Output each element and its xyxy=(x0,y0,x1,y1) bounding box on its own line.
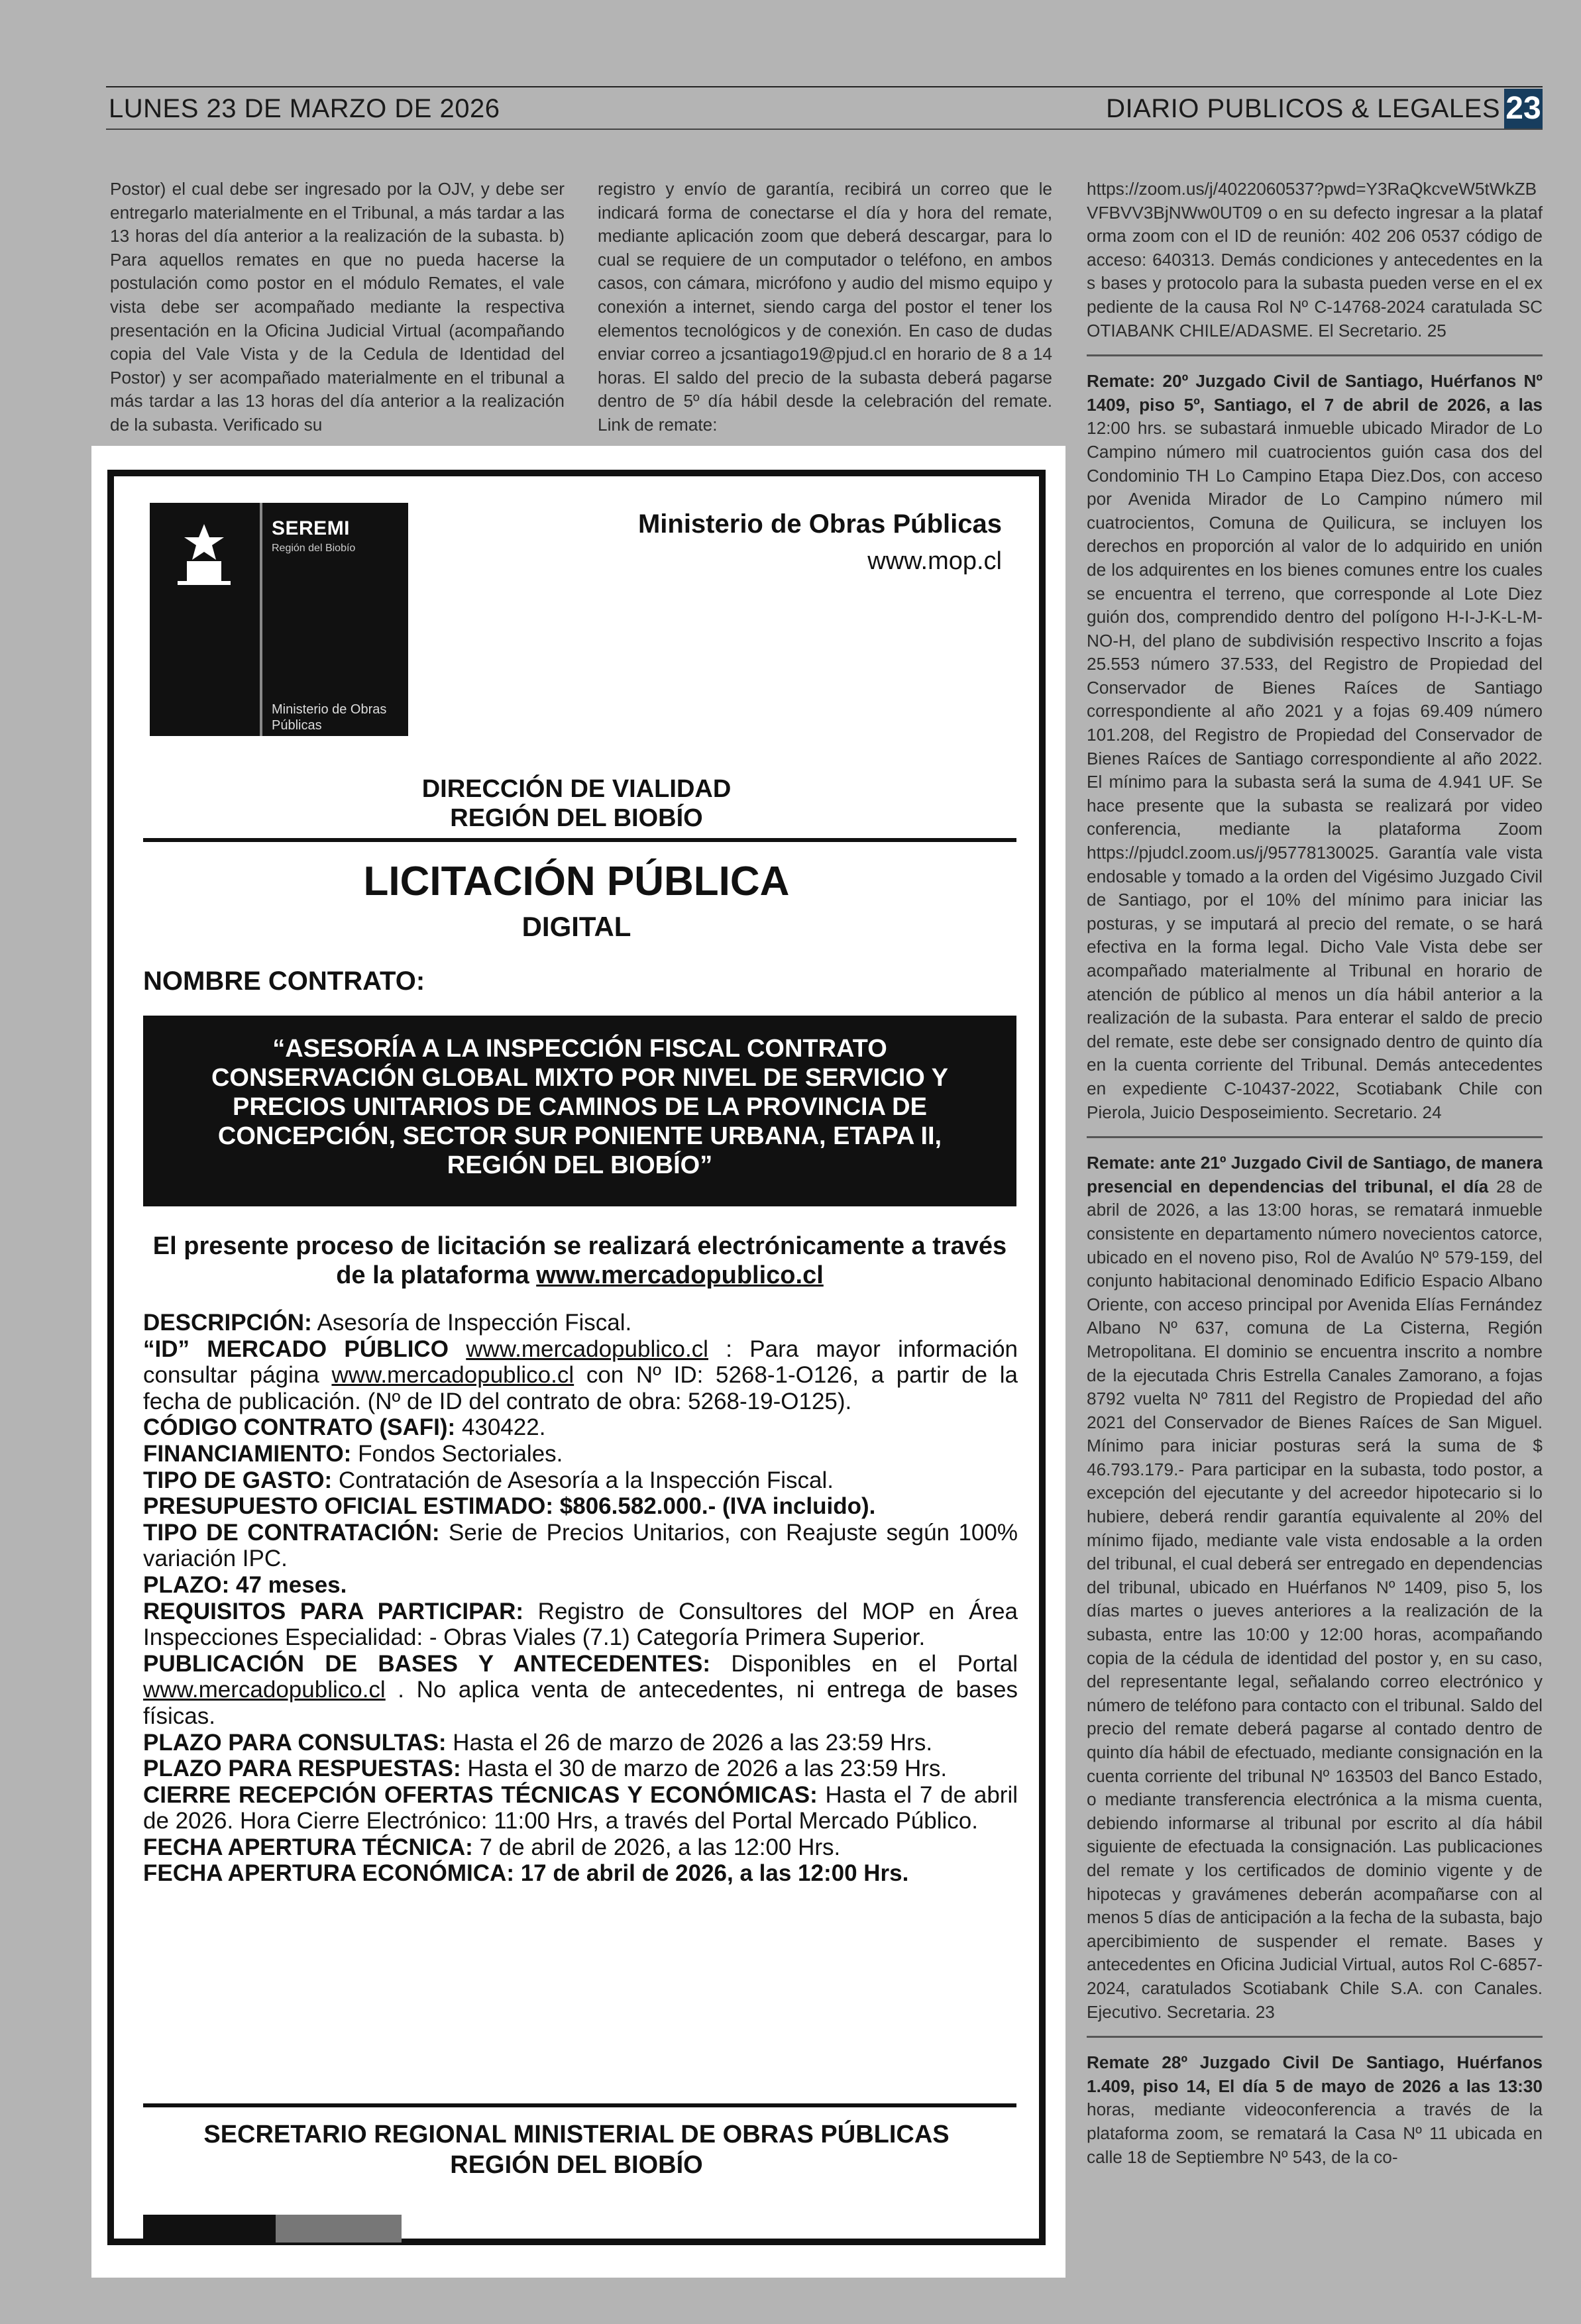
notice-remate-28-body: horas, mediante videoconferencia a través de la plataforma zoom, se rematará la Casa Nº 11 ubicada en calle 18 de Septiembre Nº 543, de la co- xyxy=(1087,2099,1543,2167)
logo-seremi: SEREMI xyxy=(272,517,351,539)
detail-label: PLAZO PARA CONSULTAS: xyxy=(143,1729,447,1756)
detail-value: Hasta el 7 de abril de 2026. Hora Cierre Electrónico: 11:00 Hrs, a través del Portal Mercado Público. xyxy=(143,1781,1018,1834)
notice-remate-20 xyxy=(1087,370,1543,1124)
coat-of-arms-icon xyxy=(164,519,244,592)
column-1 xyxy=(110,178,565,447)
contract-label: NOMBRE CONTRATO: xyxy=(143,967,425,996)
detail-label: FECHA APERTURA ECONÓMICA: xyxy=(143,1860,514,1887)
notice-remate-20-heading: Remate: 20º Juzgado Civil de Santiago, Huérfanos Nº 1409, piso 5º, Santiago, el 7 de abril de 2026, a las xyxy=(1087,371,1543,415)
tender-title: LICITACIÓN PÚBLICA xyxy=(363,859,790,904)
detail-value: Contratación de Asesoría a la Inspección Fiscal. xyxy=(332,1467,834,1493)
tender-subtitle: DIGITAL xyxy=(521,911,631,942)
detail-value: Serie de Precios Unitarios, con Reajuste según 100% variación IPC. xyxy=(143,1519,1018,1572)
detail-label: “ID” MERCADO PÚBLICO xyxy=(143,1336,466,1362)
notice-remate-28-heading: Remate 28º Juzgado Civil De Santiago, Huérfanos 1.409, piso 14, El día 5 de mayo de 2026 a las 13:30 xyxy=(1087,2052,1543,2096)
detail-value: con Nº ID: 5268-1-O126, a partir de la fecha de publicación. (Nº de ID del contrato de obra: 5268-19-O125). xyxy=(143,1362,1018,1414)
page-number: 23 xyxy=(1504,89,1543,129)
ad-rule xyxy=(143,838,1016,842)
process-link[interactable]: www.mercadopublico.cl xyxy=(536,1261,824,1289)
detail-value: Fondos Sectoriales. xyxy=(351,1440,563,1467)
detail-technical-opening xyxy=(143,1834,1018,1861)
column-2 xyxy=(598,178,1052,447)
column-1-text: Postor) el cual debe ser ingresado por la OJV, y debe ser entregarlo materialmente en el Tribunal, a más tardar a las 13 horas del día anterior a la realización de la subasta. b) Para aquellos remates en que no pueda hacerse la postulación como postor en el módulo Remates, el vale vista debe ser acompañado mediante la respectiva presentación en la Oficina Judicial Virtual (acompañando copia del Vale Vista y de la Cedula de Identidad del Postor) y ser acompañado materialmente en el tribunal a más tardar a las 13 horas del día anterior a la realización de la subasta. Verificado su xyxy=(110,179,565,435)
detail-label: TIPO DE CONTRATACIÓN: xyxy=(143,1519,440,1546)
seremi-logo xyxy=(150,503,408,736)
logo-ministry: Ministerio de Obras Públicas xyxy=(272,702,387,733)
detail-requirements xyxy=(143,1599,1018,1651)
detail-expense-type xyxy=(143,1467,1018,1494)
footer-line-1: SECRETARIO REGIONAL MINISTERIAL DE OBRAS PÚBLICAS xyxy=(203,2121,950,2148)
detail-value: Hasta el 26 de marzo de 2026 a las 23:59 Hrs. xyxy=(446,1729,933,1756)
direccion-line-2: REGIÓN DEL BIOBÍO xyxy=(450,804,703,832)
detail-label: CÓDIGO CONTRATO (SAFI): xyxy=(143,1414,456,1441)
detail-value: $806.582.000.- (IVA incluido). xyxy=(553,1493,876,1520)
mercadopublico-link[interactable]: www.mercadopublico.cl xyxy=(331,1362,574,1389)
detail-economic-opening xyxy=(143,1860,1018,1887)
detail-financing xyxy=(143,1441,1018,1467)
detail-value: Asesoría de Inspección Fiscal. xyxy=(311,1310,632,1336)
detail-label: PRESUPUESTO OFICIAL ESTIMADO: xyxy=(143,1493,554,1520)
mercadopublico-link[interactable]: www.mercadopublico.cl xyxy=(466,1336,708,1362)
logo-divider xyxy=(260,503,262,736)
notice-divider xyxy=(1087,1136,1543,1138)
ministry-name: Ministerio de Obras Públicas xyxy=(637,509,1002,539)
detail-questions-deadline xyxy=(143,1730,1018,1756)
detail-value: Disponibles en el Portal xyxy=(710,1650,1018,1677)
ministry-website: www.mop.cl xyxy=(867,547,1002,575)
detail-offers-closing xyxy=(143,1782,1018,1834)
notice-divider xyxy=(1087,2036,1543,2038)
detail-contract-type xyxy=(143,1520,1018,1572)
process-text: El presente proceso de licitación se realizará electrónicamente a través de la plataforma xyxy=(152,1232,1007,1289)
detail-label: PLAZO: xyxy=(143,1571,230,1598)
notice-remate-28 xyxy=(1087,2051,1543,2169)
detail-value: 47 meses. xyxy=(229,1571,347,1598)
detail-value: Registro de Consultores del MOP en Área Inspecciones Especialidad: - Obras Viales (7.1) Categoría Primera Superior. xyxy=(143,1598,1018,1651)
mercadopublico-link[interactable]: www.mercadopublico.cl xyxy=(143,1677,386,1703)
direccion-heading xyxy=(114,774,1039,833)
footer-bar-accent xyxy=(276,2215,402,2243)
column-3 xyxy=(1087,178,1543,2178)
notice-divider xyxy=(1087,354,1543,356)
detail-budget xyxy=(143,1493,1018,1520)
logo-region: Región del Biobío xyxy=(272,543,356,554)
notice-remate-21-heading: Remate: ante 21º Juzgado Civil de Santiago, de manera presencial en dependencias del tribunal, el día xyxy=(1087,1153,1543,1196)
detail-id xyxy=(143,1336,1018,1415)
column-2-text: registro y envío de garantía, recibirá un correo que le indicará forma de conectarse el día y hora del remate, mediante aplicación zoom que deberá descargar, para lo cual se requiere de un computador o teléfono, en ambos casos, con cámara, micrófono y audio del mismo equipo y conexión a internet, siendo carga del postor el tener los elementos tecnológicos y de conexión. En caso de dudas enviar correo a jcsantiago19@pjud.cl en horario de 8 a 14 horas. El saldo del precio de la subasta deberá pagarse dentro de 5º día hábil desde la celebración del remate. Link de remate: xyxy=(598,179,1052,435)
detail-label: REQUISITOS PARA PARTICIPAR: xyxy=(143,1598,524,1624)
detail-label: TIPO DE GASTO: xyxy=(143,1467,333,1493)
detail-value: 430422. xyxy=(455,1414,546,1441)
contract-name: “ASESORÍA A LA INSPECCIÓN FISCAL CONTRATO CONSERVACIÓN GLOBAL MIXTO POR NIVEL DE SERVICIO Y PRECIOS UNITARIOS DE CAMINOS DE LA PROVINCIA DE CONCEPCIÓN, SECTOR SUR PONIENTE URBANA, ETAPA II, REGIÓN DEL BIOBÍO” xyxy=(211,1035,949,1179)
detail-term xyxy=(143,1572,1018,1599)
ministry-heading xyxy=(638,509,1002,576)
notice-remate-21 xyxy=(1087,1151,1543,2024)
issue-date: LUNES 23 DE MARZO DE 2026 xyxy=(109,94,500,123)
detail-label: FINANCIAMIENTO: xyxy=(143,1440,352,1467)
detail-label: PUBLICACIÓN DE BASES Y ANTECEDENTES: xyxy=(143,1650,711,1677)
detail-label: FECHA APERTURA TÉCNICA: xyxy=(143,1834,473,1860)
detail-value: . No aplica venta de antecedentes, ni entrega de bases físicas. xyxy=(143,1677,1018,1729)
detail-code xyxy=(143,1414,1018,1441)
detail-value: : Para mayor información consultar página xyxy=(143,1336,1018,1389)
ad-rule xyxy=(143,2103,1016,2107)
detail-value: Hasta el 30 de marzo de 2026 a las 23:59 Hrs. xyxy=(461,1756,948,1782)
notice-remate-21-body: 28 de abril de 2026, a las 13:00 horas, se rematará inmueble consistente en departamento número novecientos catorce, ubicado en el noveno piso, Rol de Avalúo Nº 579-159, del conjunto habitacional denominado Edificio Espacio Albano Oriente, con acceso principal por Avenida Elías Fernández Albano Nº 637, comuna de La Cisterna, Región Metropolitana. El dominio se encuentra inscrito a nombre de la ejecutada Chris Estrella Canales Zamorano, a fojas 8792 vuelta Nº 7811 del Registro de Propiedad del año 2021 del Conservador de Bienes Raíces de San Miguel. Mínimo para iniciar posturas será la suma de $ 46.793.179.- Para participar en la subasta, todo postor, a excepción del ejecutante y del acreedor hipotecario si lo hubiere, deberá rendir garantía equivalente al 20% del mínimo fijado, mediante vale vista endosable a la orden del tribunal, el cual deberá ser entregado en dependencias del tribunal, ubicado en Huérfanos Nº 1409, piso 5, los días martes o jueves anteriores a la realización de la subasta, entre las 10:00 y 12:00 horas, acompañando copia de la cédula de identidad del postor y, en su caso, del representante legal, señalando correo electrónico y número de teléfono para contacto con el tribunal. Saldo del precio del remate deberá pagarse al contado dentro de quinto día hábil de efectuado, mediante consignación en la cuenta corriente del tribunal Nº 163503 del Banco Estado, o mediante transferencia electrónica a la misma cuenta, debiendo informarse al tribunal por escrito al día hábil siguiente de efectuada la consignación. Las publicaciones del remate y los certificados de dominio vigente y de hipotecas y gravámenes deberán acompañarse con al menos 5 días de anticipación a la fecha de la subasta, bajo apercibimiento de suspender el remate. Bases y antecedentes en Oficina Judicial Virtual, autos Rol C-6857-2024, caratulados Scotiabank Chile S.A. con Canales. Ejecutivo. Secretaria. 23 xyxy=(1087,1176,1543,2022)
direccion-line-1: DIRECCIÓN DE VIALIDAD xyxy=(421,775,732,803)
footer-line-2: REGIÓN DEL BIOBÍO xyxy=(450,2151,703,2179)
detail-bases xyxy=(143,1651,1018,1730)
notice-remate-20-body: 12:00 hrs. se subastará inmueble ubicado Mirador de Lo Campino número mil cuatrocientos guión casa dos del Condominio TH Lo Campino Etapa Diez.Dos, con acceso por Avenida Mirador de Lo Campino número mil cuatrocientos, Comuna de Quilicura, se incluyen los derechos en proporción al valor de lo adquirido en unión de los adquirentes en los bienes comunes entre los cuales se encuentra el terreno, que corresponde al Lote Diez guión dos, comprendido dentro del polígono H-I-J-K-L-M-NO-H, del plano de subdivisión respectivo Inscrito a fojas 25.553 número 37.533, del Registro de Propiedad del Conservador de Bienes Raíces de Santiago correspondiente al año 2021 y a fojas 69.409 número 101.208, del Registro de Propiedad del Conservador de Bienes Raíces de Santiago correspondiente al año 2022. El mínimo para la subasta será la suma de 4.941 UF. Se hace presente que la subasta se realizará por video conferencia, mediante la plataforma Zoom https://pjudcl.zoom.us/j/95778130025. Garantía vale vista endosable y tomado a la orden del Vigésimo Juzgado Civil de Santiago, por el 10% del mínimo para iniciar las posturas, y se imputará al precio del remate, o se hará efectiva en la forma legal. Dicho Vale Vista debe ser acompañado materialmente al Tribunal en horario de atención de público al menos un día hábil anterior a la realización de la subasta. Para enterar el saldo de precio del remate, este debe ser consignado dentro de quinto día en la cuenta corriente del Tribunal. Demás antecedentes en expediente C-10437-2022, Scotiabank Chile con Pierola, Juicio Desposeimiento. Secretario. 24 xyxy=(1087,418,1543,1122)
ad-frame xyxy=(107,470,1046,2245)
detail-description xyxy=(143,1310,1018,1336)
newspaper-name: DIARIO PUBLICOS & LEGALES xyxy=(1106,94,1500,123)
notice-continuation: https://zoom.us/j/4022060537?pwd=Y3RaQkcveW5tWkZBVFBVV3BjNWw0UT09 o en su defecto ingresar a la plataforma zoom con el ID de reunión: 402 206 0537 código de acceso: 640313. Demás condiciones y antecedentes en las bases y protocolo para la subasta pueden verse en el expediente de la causa Rol Nº C-14768-2024 caratulada SCOTIABANK CHILE/ADASME. El Secretario. 25 xyxy=(1087,179,1543,341)
page-header xyxy=(106,86,1543,130)
contract-name-box xyxy=(143,1016,1016,1206)
detail-value: 7 de abril de 2026, a las 12:00 Hrs. xyxy=(472,1834,841,1860)
tender-advertisement xyxy=(91,446,1065,2278)
detail-label: CIERRE RECEPCIÓN OFERTAS TÉCNICAS Y ECONÓMICAS: xyxy=(143,1781,818,1808)
detail-value: 17 de abril de 2026, a las 12:00 Hrs. xyxy=(514,1860,909,1887)
detail-label: PLAZO PARA RESPUESTAS: xyxy=(143,1756,461,1782)
tender-details xyxy=(143,1310,1018,1887)
process-notice xyxy=(143,1232,1016,1290)
detail-answers-deadline xyxy=(143,1756,1018,1782)
ad-footer xyxy=(114,2119,1039,2180)
detail-label: DESCRIPCIÓN: xyxy=(143,1310,312,1336)
